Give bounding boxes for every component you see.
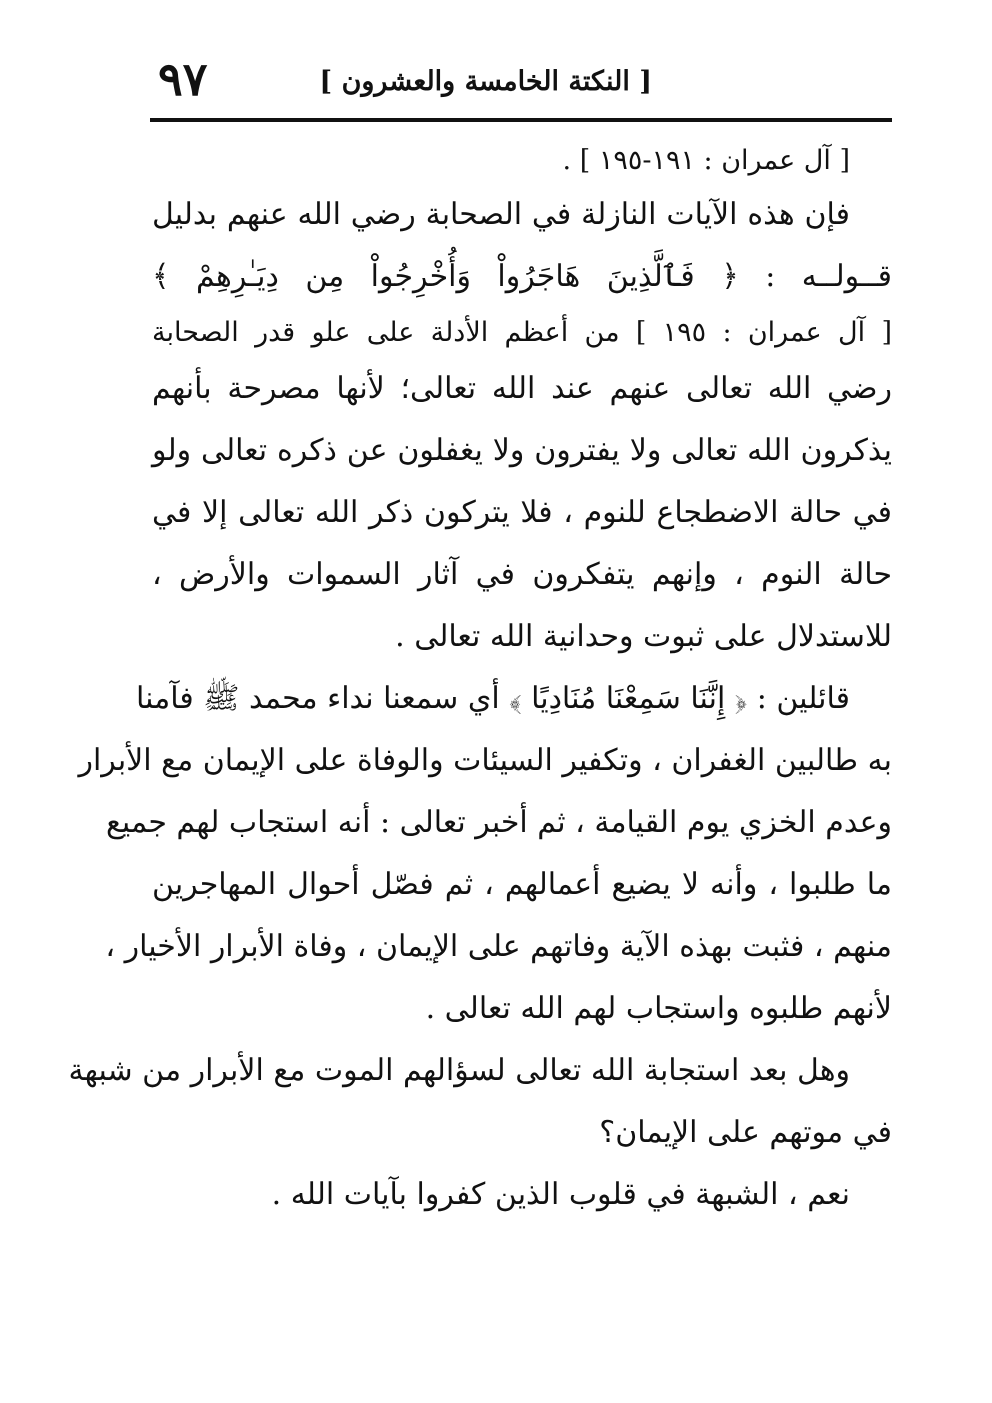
text-line: حالة النوم ، وإنهم يتفكرون في آثار السموات والأرض ، (152, 557, 892, 592)
text-line: قــولــه : ﴿ فَٱلَّذِينَ هَاجَرُواْ وَأُخْرِجُواْ مِن دِيَـٰرِهِمْ ﴾ (152, 259, 892, 294)
text-line: يذكرون الله تعالى ولا يفترون ولا يغفلون عن ذكره تعالى ولو (152, 433, 892, 468)
text-line: قائلين : ﴿ إِنَّنَا سَمِعْنَا مُنَادِيًا ﴾ أي سمعنا نداء محمد ﷺ فآمنا (135, 681, 850, 716)
text-line: وعدم الخزي يوم القيامة ، ثم أخبر تعالى : أنه استجاب لهم جميع (105, 805, 892, 840)
chapter-title: [ النكتة الخامسة والعشرون ] (319, 66, 652, 97)
text-line: فإن هذه الآيات النازلة في الصحابة رضي الله عنهم بدليل (152, 197, 850, 232)
text-line: وهل بعد استجابة الله تعالى لسؤالهم الموت مع الأبرار من شبهة (68, 1053, 850, 1088)
text-line: به طالبين الغفران ، وتكفير السيئات والوفاة على الإيمان مع الأبرار (78, 743, 892, 778)
text-line: ما طلبوا ، وأنه لا يضيع أعمالهم ، ثم فصّل أحوال المهاجرين (152, 867, 892, 902)
text-line: في موتهم على الإيمان؟ (599, 1115, 892, 1150)
header-rule (150, 118, 892, 122)
text-line: منهم ، فثبت بهذه الآية وفاتهم على الإيمان ، وفاة الأبرار الأخيار ، (105, 929, 892, 964)
page-number: ٩٧ (158, 52, 208, 106)
text-line: لأنهم طلبوه واستجاب لهم الله تعالى . (425, 991, 892, 1026)
text-line: في حالة الاضطجاع للنوم ، فلا يتركون ذكر الله تعالى إلا في (152, 495, 892, 530)
text-line: [ آل عمران : ١٩٥ ] من أعظم الأدلة على علو قدر الصحابة (152, 317, 892, 348)
text-line: [ آل عمران : ١٩١-١٩٥ ] . (562, 145, 850, 176)
text-line: للاستدلال على ثبوت وحدانية الله تعالى . (395, 619, 892, 654)
text-line: رضي الله تعالى عنهم عند الله تعالى؛ لأنها مصرحة بأنهم (152, 371, 892, 406)
page-header (150, 52, 892, 114)
text-line: نعم ، الشبهة في قلوب الذين كفروا بآيات الله . (271, 1177, 850, 1212)
body-text (68, 138, 892, 1226)
